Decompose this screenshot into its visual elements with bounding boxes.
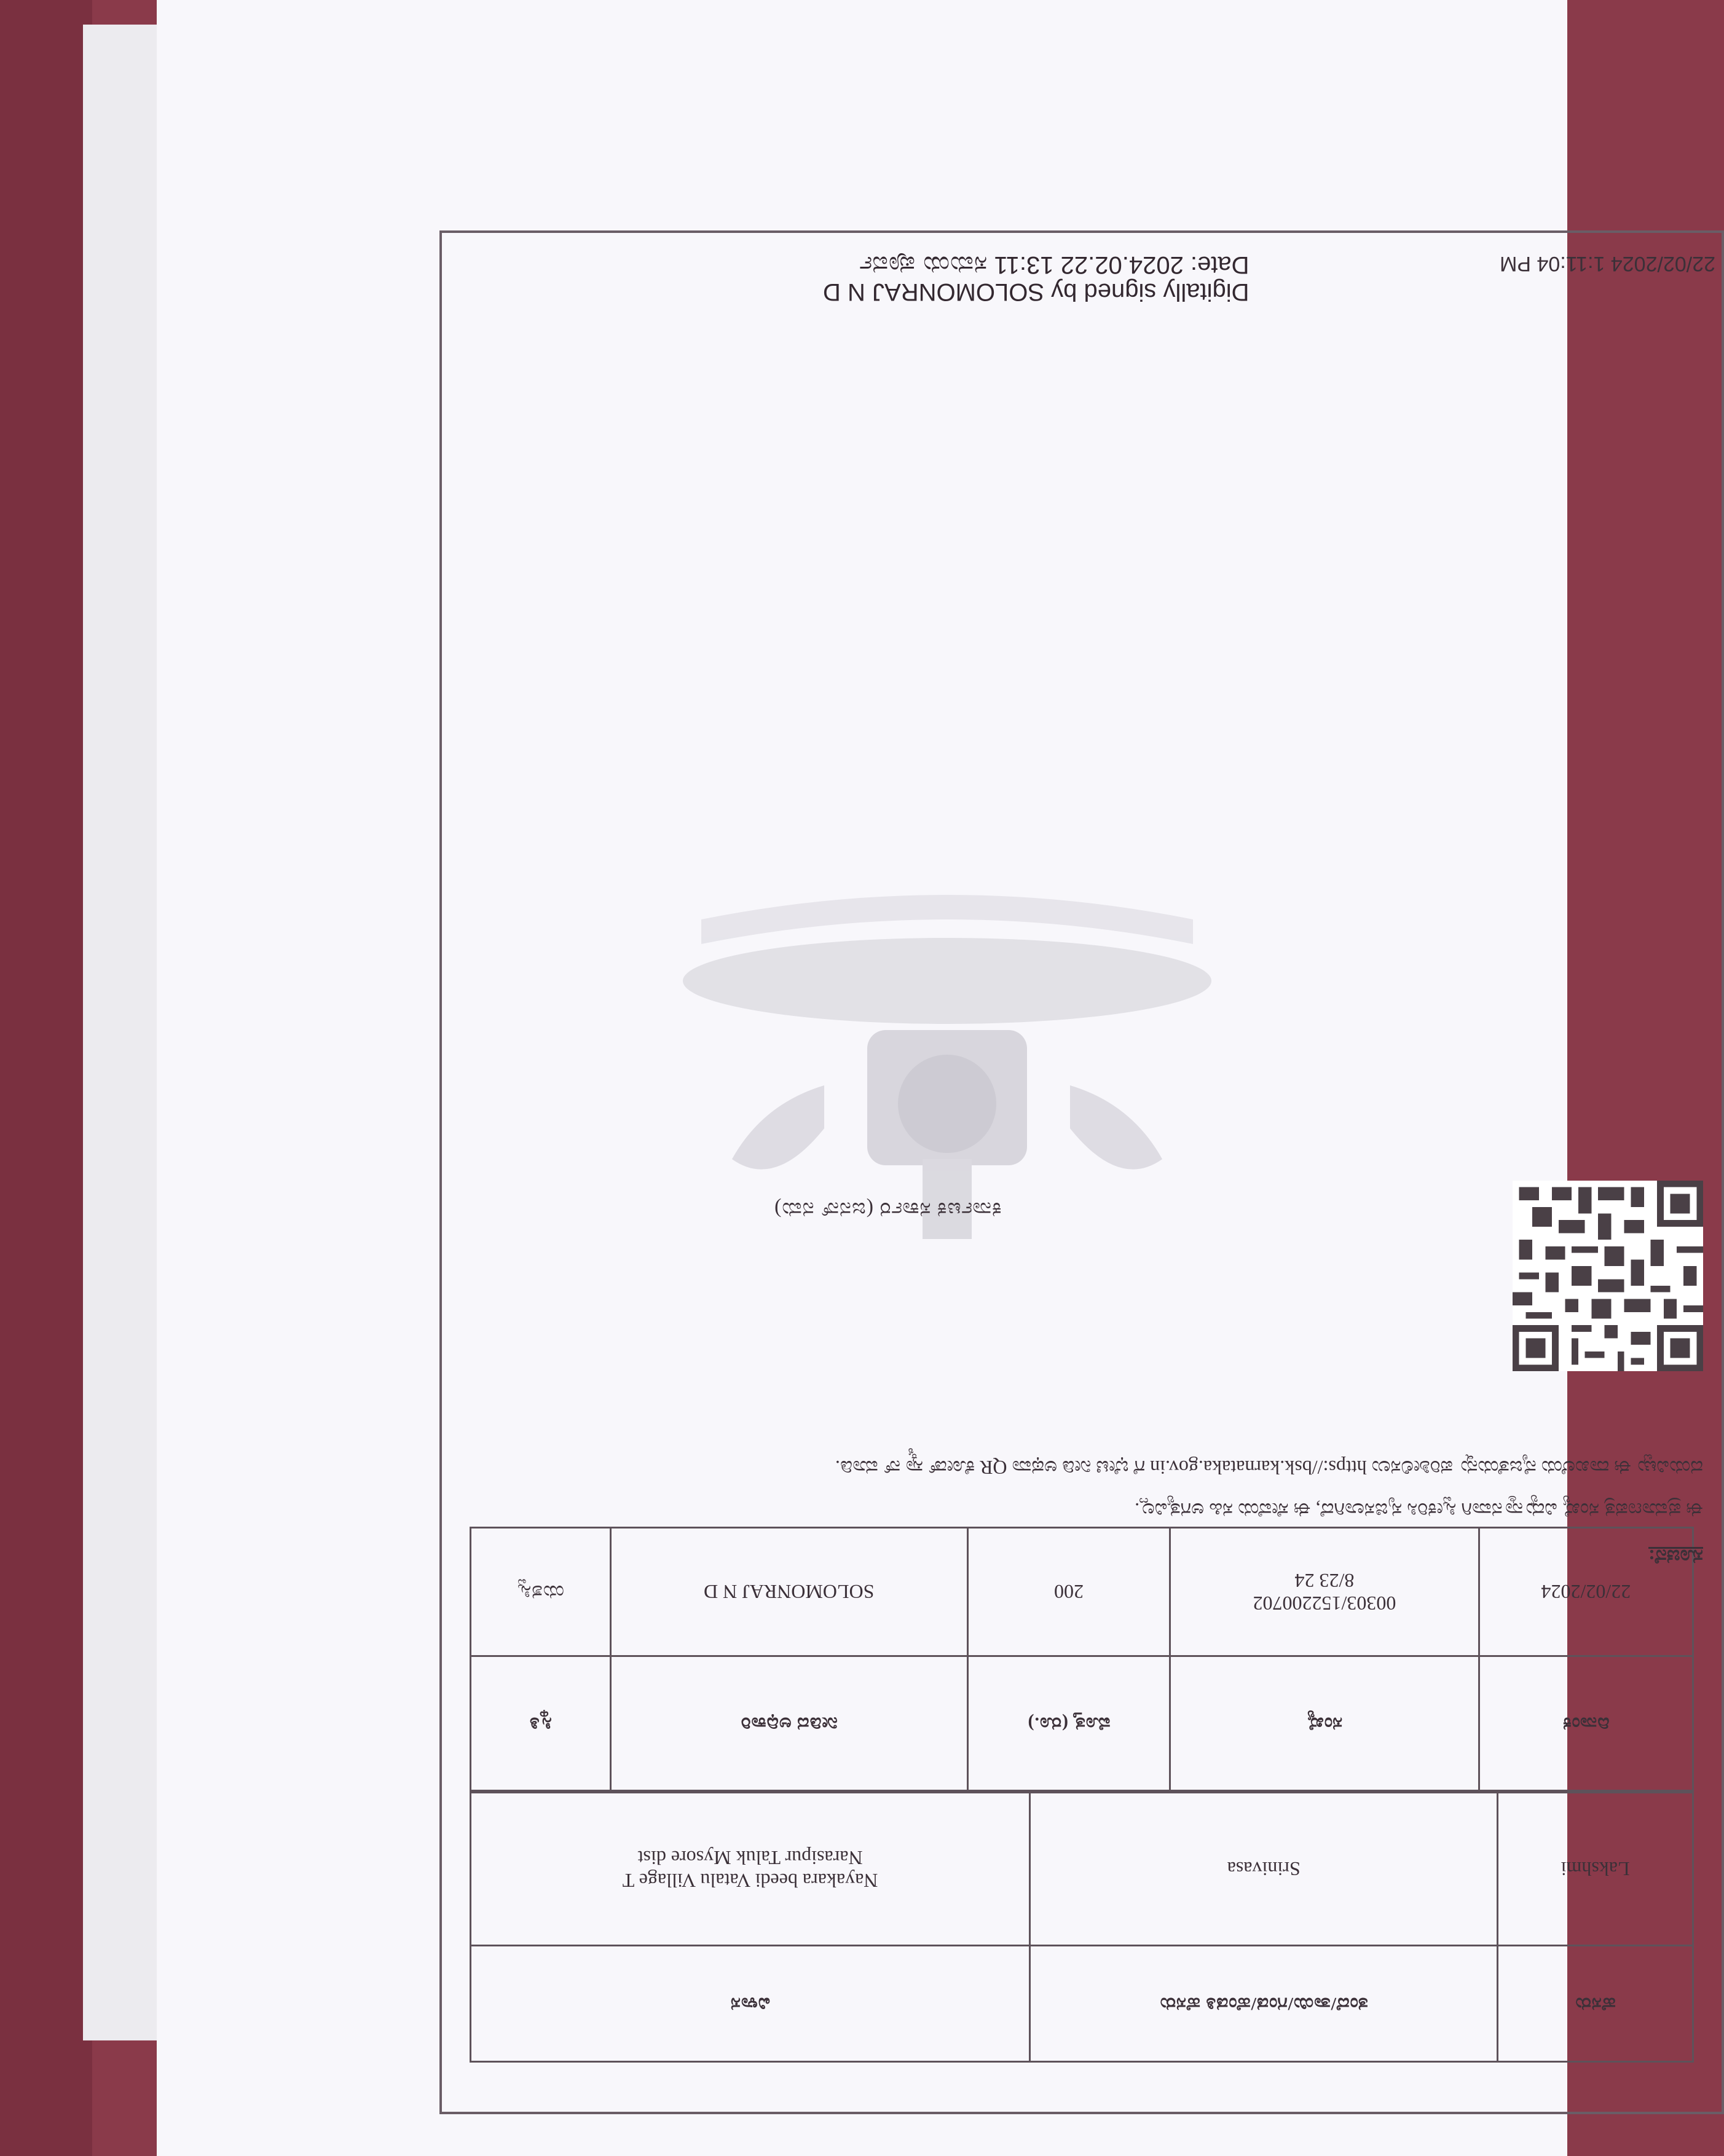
signature-date-suffix: ಸಮಯ ಪೂರ್ವ bbox=[859, 251, 988, 278]
qr-code bbox=[1513, 1181, 1703, 1371]
footer-timestamp: 22/02/2024 1:11:04 PM bbox=[1500, 252, 1715, 275]
signature-date: Date: 2024.02.22 13:11 bbox=[987, 251, 1250, 278]
emblem-caption: ಕರ್ನಾಟಕ ಸರ್ಕಾರ (ಜನನ್ ನಮ) bbox=[774, 1198, 1002, 1221]
header-address: ವಿಳಾಸ bbox=[471, 1946, 1030, 2062]
receipt-table-header bbox=[471, 1656, 1693, 1791]
header-name: ಹೆಸರು bbox=[1498, 1946, 1693, 2062]
owner-relative: Srinivasa bbox=[1030, 1793, 1498, 1946]
paper-sheet bbox=[157, 0, 1715, 2156]
header-date: ದಿನಾಂಕ bbox=[1479, 1656, 1693, 1791]
receipt-number-line2: 8/23 24 bbox=[1294, 1570, 1355, 1592]
owner-address bbox=[471, 1793, 1030, 1946]
certificate-document bbox=[439, 230, 1724, 2114]
receipt-number-line1: 00303/152200702 bbox=[1253, 1592, 1396, 1615]
header-officer: ನೀಡಿದ ಅಧಿಕಾರಿ bbox=[610, 1656, 967, 1791]
address-line1: Nayakara beedi Vatalu Village T bbox=[622, 1870, 878, 1892]
header-status: ಸ್ಥಿತಿ bbox=[471, 1656, 611, 1791]
receipt-officer: SOLOMONRAJ N D bbox=[610, 1528, 967, 1656]
note-item: ಈ ಪ್ರಮಾಣಪತ್ರ ಸಂಖ್ಯೆ ವಿದ್ಯುನ್ಮಾನವಾಗಿ ಸ್ವೀಕರಿಸಿ ಸೃಜಿಸಲಾಗಿದೆ, ಈ ಸೇವೆಯ ಸಹಿ ಅಗತ್ಯವಿಲ್ಲ. bbox=[1135, 1498, 1703, 1521]
owner-table-header bbox=[471, 1946, 1693, 2062]
owner-name: Lakshmi bbox=[1498, 1793, 1693, 1946]
digital-signature bbox=[823, 251, 1250, 305]
notes-section bbox=[460, 1440, 1703, 1571]
address-line2: Narasipur Taluk Mysore dist bbox=[637, 1847, 863, 1869]
receipt-status: ಯಶಸ್ವಿ bbox=[471, 1528, 611, 1656]
receipt-date: 22/02/2024 bbox=[1479, 1528, 1693, 1656]
signature-line1: Digitally signed by SOLOMONRAJ N D bbox=[823, 278, 1250, 305]
signature-line2 bbox=[823, 251, 1250, 278]
note-item: ದಯವಿಟ್ಟು ಈ ದಾಖಲೆಯ ನೈಜತೆಯನ್ನು ಪರಿಶೀಲಿಸಲು https://bsk.karnataka.gov.in ಗೆ ಭೇಟಿ ನೀಡಿ ಅಥವಾ QR ಕೋಡ್ ಸ್ಕ್ಯಾನ್ ಮಾಡಿ. bbox=[835, 1457, 1703, 1479]
receipt-amount: 200 bbox=[967, 1528, 1170, 1656]
notes-title: ಸೂಚನೆ: bbox=[1648, 1546, 1703, 1568]
header-relative: ತಂದೆ/ತಾಯಿ/ಗಂಡ/ಹೆಂಡತಿ ಹೆಸರು bbox=[1030, 1946, 1498, 2062]
header-amount: ಮೊತ್ತ (ರೂ.) bbox=[967, 1656, 1170, 1791]
folder-background bbox=[0, 0, 92, 2156]
owner-table bbox=[470, 1792, 1694, 2063]
owner-table-wrapper bbox=[470, 1527, 1694, 2063]
header-number: ಸಂಖ್ಯೆ bbox=[1170, 1656, 1479, 1791]
owner-table-row bbox=[471, 1793, 1693, 1946]
